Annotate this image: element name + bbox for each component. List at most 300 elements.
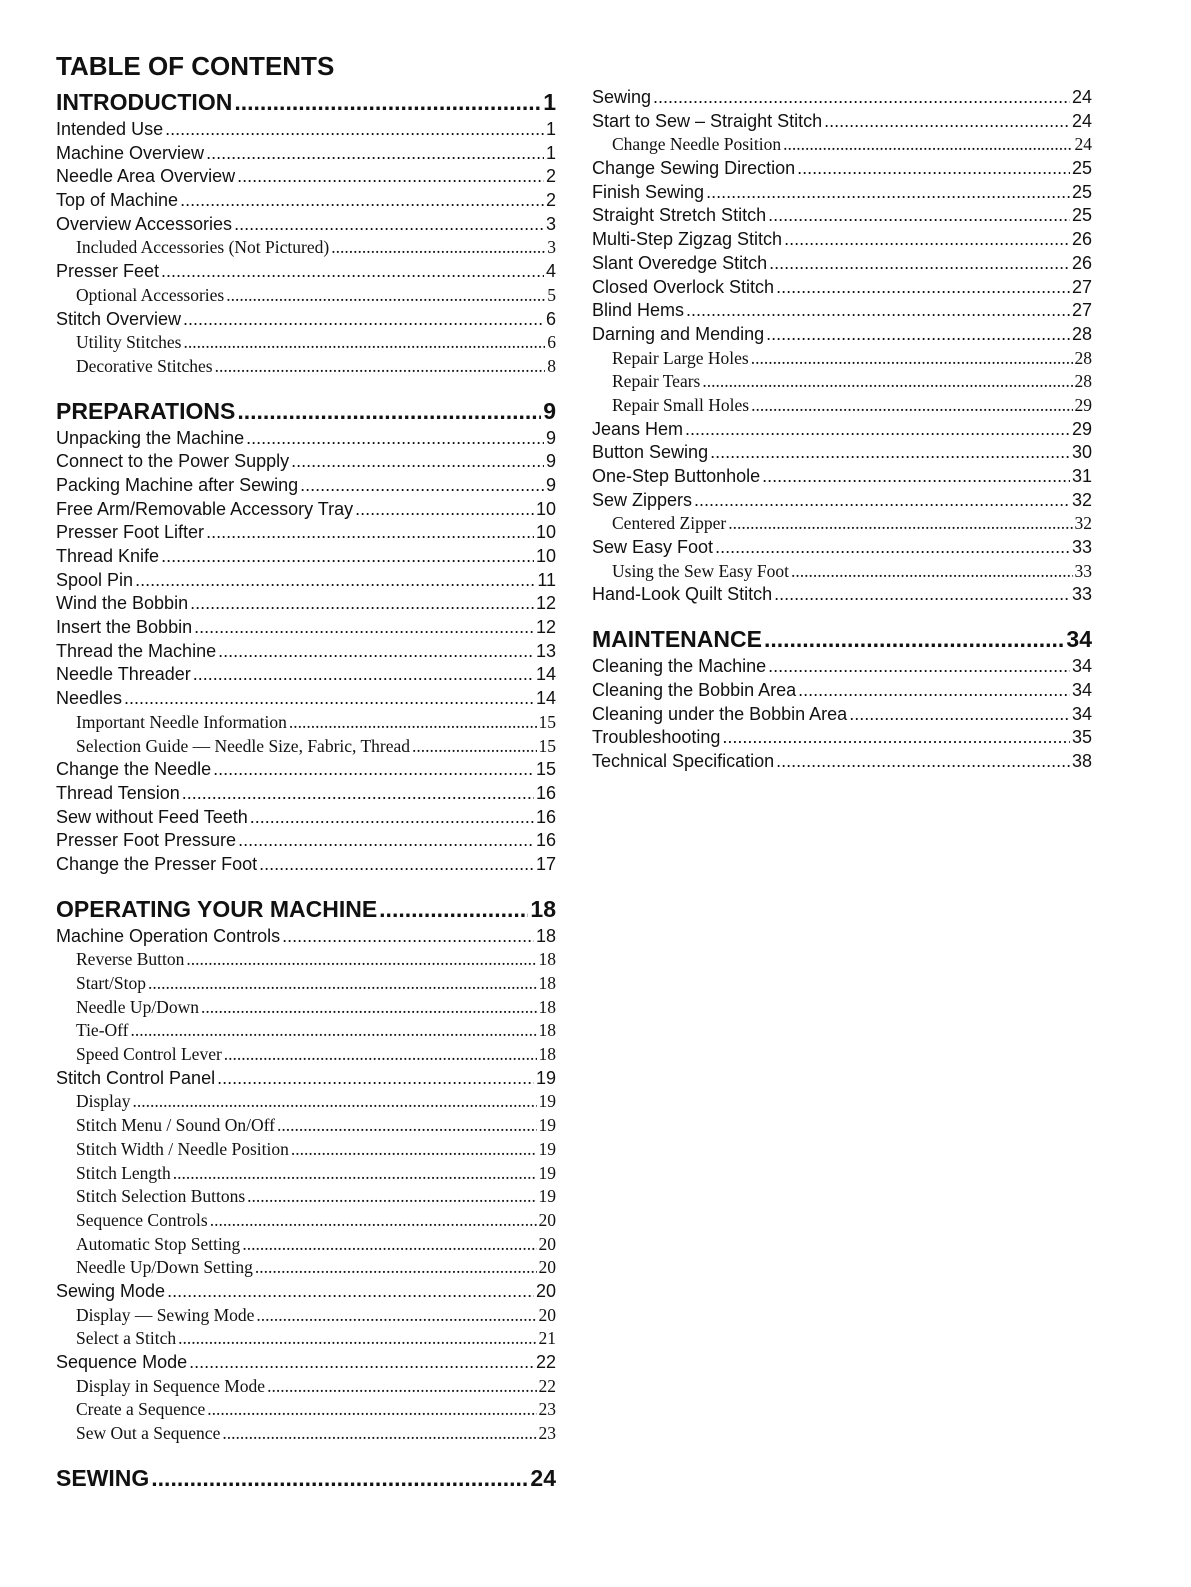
dot-leader bbox=[256, 1304, 536, 1328]
toc-entry-thread-tension[interactable] bbox=[56, 782, 556, 806]
toc-page-number: 28 bbox=[1074, 347, 1092, 368]
toc-entry-select-a-stitch[interactable] bbox=[56, 1327, 556, 1351]
toc-page-number: 20 bbox=[538, 1304, 556, 1325]
toc-entry-sew-easy-foot[interactable] bbox=[592, 536, 1092, 560]
toc-entry-technical-specification[interactable] bbox=[592, 750, 1092, 774]
toc-page-number: 18 bbox=[538, 1044, 556, 1065]
dot-leader bbox=[206, 142, 544, 166]
toc-entry-important-needle-information[interactable] bbox=[56, 711, 556, 735]
toc-entry-insert-the-bobbin[interactable] bbox=[56, 616, 556, 640]
toc-entry-label: Cleaning the Bobbin Area bbox=[592, 679, 797, 700]
toc-page-number: 28 bbox=[1071, 323, 1092, 344]
dot-leader bbox=[247, 1185, 536, 1209]
toc-entry-decorative-stitches[interactable] bbox=[56, 355, 556, 379]
toc-entry-label: Hand-Look Quilt Stitch bbox=[592, 584, 773, 605]
toc-entry-label: Needle Up/Down bbox=[76, 996, 199, 1017]
toc-entry-display-sewing-mode[interactable] bbox=[56, 1304, 556, 1328]
toc-page-number: 20 bbox=[538, 1257, 556, 1278]
toc-entry-sewing-mode[interactable] bbox=[56, 1280, 556, 1304]
toc-entry-spool-pin[interactable] bbox=[56, 569, 556, 593]
toc-entry-label: Presser Feet bbox=[56, 261, 160, 282]
toc-entry-label: Machine Operation Controls bbox=[56, 925, 281, 946]
dot-leader bbox=[849, 703, 1070, 727]
toc-entry-label: Thread the Machine bbox=[56, 640, 217, 661]
toc-page-number: 19 bbox=[538, 1091, 556, 1112]
toc-entry-label: Create a Sequence bbox=[76, 1399, 206, 1420]
toc-page-number: 15 bbox=[535, 759, 556, 780]
toc-page-number: 32 bbox=[1071, 489, 1092, 510]
toc-entry-multi-step-zigzag-stitch[interactable] bbox=[592, 228, 1092, 252]
toc-entry-label: Sew Easy Foot bbox=[592, 537, 714, 558]
toc-page-number: 14 bbox=[535, 688, 556, 709]
toc-section-maintenance bbox=[592, 623, 1092, 773]
toc-page-number: 33 bbox=[1071, 584, 1092, 605]
toc-entry-label: Automatic Stop Setting bbox=[76, 1233, 241, 1254]
toc-page-number: 18 bbox=[538, 973, 556, 993]
toc-entry-label: Needle Area Overview bbox=[56, 166, 236, 187]
dot-leader bbox=[797, 157, 1070, 181]
dot-leader bbox=[653, 86, 1070, 110]
toc-entry-display-in-sequence-mode[interactable] bbox=[56, 1375, 556, 1399]
toc-page-number: 15 bbox=[538, 735, 556, 756]
toc-entry-cleaning-the-bobbin-area[interactable] bbox=[592, 679, 1092, 703]
dot-leader bbox=[237, 395, 541, 427]
toc-entry-straight-stretch-stitch[interactable] bbox=[592, 204, 1092, 228]
dot-leader bbox=[201, 996, 537, 1020]
toc-entry-change-needle-position[interactable] bbox=[592, 133, 1092, 157]
dot-leader bbox=[206, 521, 534, 545]
dot-leader bbox=[250, 806, 534, 830]
toc-entry-presser-foot-lifter[interactable] bbox=[56, 521, 556, 545]
toc-entry-stitch-width-needle-position[interactable] bbox=[56, 1138, 556, 1162]
toc-entry-intended-use[interactable] bbox=[56, 118, 556, 142]
toc-section-operating-your-machine bbox=[56, 893, 556, 1446]
toc-page-number: 24 bbox=[1071, 110, 1092, 131]
toc-entry-label: Needles bbox=[56, 688, 123, 709]
toc-entry-change-sewing-direction[interactable] bbox=[592, 157, 1092, 181]
toc-entry-repair-small-holes[interactable] bbox=[592, 394, 1092, 418]
toc-entry-label: Included Accessories (Not Pictured) bbox=[76, 237, 330, 258]
toc-entry-label: Sew Zippers bbox=[592, 489, 693, 510]
dot-leader bbox=[798, 679, 1070, 703]
toc-page-number: 19 bbox=[538, 1162, 556, 1183]
dot-leader bbox=[218, 640, 534, 664]
dot-leader bbox=[234, 86, 541, 118]
toc-entry-sew-out-a-sequence[interactable] bbox=[56, 1422, 556, 1446]
toc-page-number: 2 bbox=[545, 166, 556, 187]
dot-leader bbox=[710, 441, 1070, 465]
toc-entry-label: Sequence Mode bbox=[56, 1352, 188, 1372]
toc-page-number: 33 bbox=[1071, 537, 1092, 558]
toc-entry-create-a-sequence[interactable] bbox=[56, 1398, 556, 1422]
toc-entry-blind-hems[interactable] bbox=[592, 299, 1092, 323]
toc-entry-jeans-hem[interactable] bbox=[592, 418, 1092, 442]
toc-page-number: 6 bbox=[547, 332, 556, 353]
toc-entry-label: Repair Small Holes bbox=[612, 394, 750, 415]
toc-entry-label: Repair Large Holes bbox=[612, 347, 749, 368]
toc-page-number: 16 bbox=[535, 806, 556, 827]
toc-entry-label: PREPARATIONS bbox=[56, 397, 236, 424]
dot-leader bbox=[207, 1398, 536, 1422]
toc-page-number: 27 bbox=[1071, 300, 1092, 321]
toc-entry-label: Change Sewing Direction bbox=[592, 158, 796, 179]
dot-leader bbox=[259, 853, 534, 877]
toc-page-number: 34 bbox=[1071, 703, 1092, 724]
dot-leader bbox=[784, 228, 1070, 252]
toc-entry-sequence-controls[interactable] bbox=[56, 1209, 556, 1233]
dot-leader bbox=[226, 284, 545, 308]
toc-page-number: 5 bbox=[547, 284, 556, 305]
dot-leader bbox=[685, 418, 1070, 442]
toc-entry-change-the-needle[interactable] bbox=[56, 758, 556, 782]
toc-entry-label: Jeans Hem bbox=[592, 418, 684, 439]
toc-entry-sew-without-feed-teeth[interactable] bbox=[56, 806, 556, 830]
toc-page-number: 25 bbox=[1071, 158, 1092, 179]
toc-entry-machine-overview[interactable] bbox=[56, 142, 556, 166]
toc-entry-label: Sew without Feed Teeth bbox=[56, 806, 248, 827]
toc-entry-label: Stitch Width / Needle Position bbox=[76, 1138, 289, 1159]
dot-leader bbox=[291, 450, 544, 474]
toc-entry-presser-foot-pressure[interactable] bbox=[56, 829, 556, 853]
toc-entry-stitch-length[interactable] bbox=[56, 1162, 556, 1186]
toc-entry-label: Unpacking the Machine bbox=[56, 427, 245, 448]
dot-leader bbox=[178, 1327, 536, 1351]
toc-section-heading-operating-your-machine[interactable] bbox=[56, 893, 556, 925]
toc-entry-stitch-menu-sound-on-off[interactable] bbox=[56, 1114, 556, 1138]
dot-leader bbox=[131, 1019, 537, 1043]
toc-entry-change-the-presser-foot[interactable] bbox=[56, 853, 556, 877]
toc-page-number: 24 bbox=[530, 1464, 556, 1491]
toc-entry-label: Darning and Mending bbox=[592, 323, 765, 344]
toc-entry-unpacking-the-machine[interactable] bbox=[56, 427, 556, 451]
toc-page-number: 22 bbox=[538, 1375, 556, 1396]
toc-page-number: 10 bbox=[535, 498, 556, 519]
dot-leader bbox=[238, 829, 534, 853]
dot-leader bbox=[751, 347, 1073, 371]
toc-entry-label: Start/Stop bbox=[76, 973, 147, 993]
toc-entry-label: Sequence Controls bbox=[76, 1209, 208, 1230]
toc-page-number: 28 bbox=[1074, 371, 1092, 392]
toc-entry-machine-operation-controls[interactable] bbox=[56, 925, 556, 949]
toc-page-number: 3 bbox=[547, 237, 556, 258]
toc-section-preparations bbox=[56, 395, 556, 877]
toc-page-number: 3 bbox=[545, 213, 556, 234]
toc-page-number: 4 bbox=[545, 261, 556, 282]
dot-leader bbox=[180, 189, 544, 213]
toc-entry-using-the-sew-easy-foot[interactable] bbox=[592, 560, 1092, 584]
toc-page-number: 10 bbox=[535, 546, 556, 566]
toc-page-number: 12 bbox=[535, 617, 556, 638]
toc-entry-label: Change the Needle bbox=[56, 759, 212, 780]
toc-entry-cleaning-under-the-bobbin-area[interactable] bbox=[592, 703, 1092, 727]
dot-leader bbox=[161, 260, 544, 284]
toc-page-number: 9 bbox=[545, 474, 556, 495]
dot-leader bbox=[193, 663, 534, 687]
toc-entry-label: Overview Accessories bbox=[56, 213, 233, 234]
dot-leader bbox=[282, 925, 534, 949]
toc-page-number: 25 bbox=[1071, 205, 1092, 226]
toc-entry-free-arm-removable-accessory-tray[interactable] bbox=[56, 498, 556, 522]
toc-page-number: 30 bbox=[1071, 442, 1092, 463]
toc-entry-label: Wind the Bobbin bbox=[56, 593, 189, 614]
toc-entry-slant-overedge-stitch[interactable] bbox=[592, 252, 1092, 276]
toc-page-number: 18 bbox=[538, 949, 556, 970]
toc-entry-repair-large-holes[interactable] bbox=[592, 347, 1092, 371]
toc-entry-wind-the-bobbin[interactable] bbox=[56, 592, 556, 616]
toc-entry-label: Stitch Overview bbox=[56, 308, 182, 329]
dot-leader bbox=[267, 1375, 536, 1399]
dot-leader bbox=[222, 1422, 536, 1446]
page-title: TABLE OF CONTENTS bbox=[56, 51, 335, 81]
toc-entry-label: Speed Control Lever bbox=[76, 1044, 222, 1065]
toc-entry-label: Sew Out a Sequence bbox=[76, 1423, 221, 1444]
toc-entry-label: Slant Overedge Stitch bbox=[592, 252, 768, 273]
toc-entry-sequence-mode[interactable] bbox=[56, 1351, 556, 1375]
dot-leader bbox=[124, 687, 534, 711]
toc-page-number: 26 bbox=[1071, 229, 1092, 250]
dot-leader bbox=[173, 1162, 537, 1186]
toc-entry-needle-threader[interactable] bbox=[56, 663, 556, 687]
toc-entry-troubleshooting[interactable] bbox=[592, 726, 1092, 750]
toc-entry-label: Using the Sew Easy Foot bbox=[612, 560, 789, 581]
toc-entry-start-stop[interactable] bbox=[56, 972, 556, 996]
dot-leader bbox=[751, 394, 1072, 418]
toc-entry-label: Selection Guide — Needle Size, Fabric, Thread bbox=[76, 735, 411, 756]
toc-entry-sew-zippers[interactable] bbox=[592, 489, 1092, 513]
toc-page-number: 35 bbox=[1071, 727, 1092, 748]
dot-leader bbox=[190, 592, 534, 616]
toc-entry-presser-feet[interactable] bbox=[56, 260, 556, 284]
toc-entry-utility-stitches[interactable] bbox=[56, 331, 556, 355]
toc-entry-button-sewing[interactable] bbox=[592, 441, 1092, 465]
toc-page-number: 18 bbox=[530, 895, 556, 922]
toc-entry-label: Technical Specification bbox=[592, 750, 775, 771]
toc-entry-label: OPERATING YOUR MACHINE bbox=[56, 895, 378, 922]
toc-entry-label: Free Arm/Removable Accessory Tray bbox=[56, 498, 354, 519]
toc-column-right bbox=[592, 86, 1092, 774]
toc-entry-label: Needle Up/Down Setting bbox=[76, 1257, 253, 1278]
toc-page-number: 24 bbox=[1071, 87, 1092, 107]
toc-page-number: 23 bbox=[538, 1423, 556, 1444]
toc-entry-start-to-sew-straight-stitch[interactable] bbox=[592, 110, 1092, 134]
toc-entry-label: Centered Zipper bbox=[612, 513, 727, 534]
toc-entry-tie-off[interactable] bbox=[56, 1019, 556, 1043]
toc-entry-label: Change Needle Position bbox=[612, 134, 782, 155]
toc-entry-closed-overlock-stitch[interactable] bbox=[592, 276, 1092, 300]
toc-page-number: 20 bbox=[538, 1209, 556, 1230]
toc-section-heading-maintenance[interactable] bbox=[592, 623, 1092, 655]
dot-leader bbox=[715, 536, 1070, 560]
toc-page-number: 33 bbox=[1074, 560, 1092, 581]
toc-page-number: 13 bbox=[535, 640, 556, 661]
toc-page-number: 22 bbox=[535, 1352, 556, 1372]
toc-entry-label: Reverse Button bbox=[76, 949, 185, 970]
dot-leader bbox=[132, 1090, 536, 1114]
toc-page-number: 25 bbox=[1071, 181, 1092, 202]
dot-leader bbox=[768, 204, 1070, 228]
toc-entry-label: Display bbox=[76, 1091, 131, 1112]
toc-entry-finish-sewing[interactable] bbox=[592, 181, 1092, 205]
toc-entry-optional-accessories[interactable] bbox=[56, 284, 556, 308]
toc-page-number: 20 bbox=[538, 1233, 556, 1254]
dot-leader bbox=[783, 133, 1072, 157]
toc-page-number: 20 bbox=[535, 1280, 556, 1301]
toc-page-number: 31 bbox=[1071, 466, 1092, 486]
dot-leader bbox=[291, 1138, 537, 1162]
toc-entry-label: INTRODUCTION bbox=[56, 89, 233, 115]
toc-entry-reverse-button[interactable] bbox=[56, 948, 556, 972]
toc-entry-label: Change the Presser Foot bbox=[56, 853, 258, 874]
toc-page-number: 24 bbox=[1074, 134, 1092, 155]
toc-page-number: 16 bbox=[535, 830, 556, 851]
toc-entry-label: Utility Stitches bbox=[76, 332, 182, 353]
toc-entry-automatic-stop-setting[interactable] bbox=[56, 1233, 556, 1257]
dot-leader bbox=[189, 1351, 534, 1375]
dot-leader bbox=[379, 893, 528, 925]
dot-leader bbox=[255, 1256, 537, 1280]
toc-entry-repair-tears[interactable] bbox=[592, 370, 1092, 394]
toc-entry-label: Spool Pin bbox=[56, 569, 134, 590]
toc-page-number: 8 bbox=[547, 355, 556, 376]
toc-entry-label: Multi-Step Zigzag Stitch bbox=[592, 229, 783, 250]
toc-entry-label: Blind Hems bbox=[592, 300, 685, 321]
toc-entry-thread-knife[interactable] bbox=[56, 545, 556, 569]
toc-entry-label: Intended Use bbox=[56, 119, 164, 139]
toc-section-heading-introduction[interactable] bbox=[56, 86, 556, 118]
dot-leader bbox=[194, 616, 534, 640]
dot-leader bbox=[151, 1462, 528, 1494]
toc-entry-stitch-selection-buttons[interactable] bbox=[56, 1185, 556, 1209]
toc-entry-included-accessories-not-pictured[interactable] bbox=[56, 236, 556, 260]
toc-entry-label: SEWING bbox=[56, 1464, 150, 1491]
dot-leader bbox=[289, 711, 537, 735]
toc-entry-label: Finish Sewing bbox=[592, 181, 705, 202]
toc-section-heading-sewing[interactable] bbox=[56, 1462, 556, 1494]
toc-entry-label: Straight Stretch Stitch bbox=[592, 205, 767, 226]
dot-leader bbox=[694, 489, 1070, 513]
toc-entry-label: Troubleshooting bbox=[592, 727, 721, 748]
dot-leader bbox=[331, 236, 545, 260]
toc-entry-selection-guide-needle-size-fabric-thread[interactable] bbox=[56, 735, 556, 759]
toc-entry-one-step-buttonhole[interactable] bbox=[592, 465, 1092, 489]
toc-entry-label: Cleaning under the Bobbin Area bbox=[592, 703, 848, 724]
toc-entry-overview-accessories[interactable] bbox=[56, 213, 556, 237]
dot-leader bbox=[686, 299, 1070, 323]
toc-page-number: 1 bbox=[545, 142, 556, 163]
toc-entry-label: Machine Overview bbox=[56, 142, 205, 163]
toc-entry-label: Display in Sequence Mode bbox=[76, 1375, 266, 1396]
toc-page-number: 16 bbox=[535, 782, 556, 803]
toc-page-number: 38 bbox=[1071, 750, 1092, 771]
toc-entry-centered-zipper[interactable] bbox=[592, 512, 1092, 536]
toc-section-heading-preparations[interactable] bbox=[56, 395, 556, 427]
toc-entry-thread-the-machine[interactable] bbox=[56, 640, 556, 664]
toc-page-number: 26 bbox=[1071, 252, 1092, 273]
dot-leader bbox=[791, 560, 1073, 584]
dot-leader bbox=[183, 308, 544, 332]
dot-leader bbox=[135, 569, 535, 593]
toc-entry-stitch-overview[interactable] bbox=[56, 308, 556, 332]
dot-leader bbox=[706, 181, 1070, 205]
toc-page-number: 9 bbox=[543, 397, 556, 424]
toc-entry-label: Packing Machine after Sewing bbox=[56, 474, 299, 495]
toc-page-number: 11 bbox=[537, 569, 556, 590]
toc-page-number: 29 bbox=[1071, 418, 1092, 439]
toc-entry-label: Top of Machine bbox=[56, 190, 179, 211]
toc-entry-label: Select a Stitch bbox=[76, 1328, 177, 1349]
toc-entry-label: Stitch Length bbox=[76, 1162, 171, 1183]
toc-page-number: 2 bbox=[545, 190, 556, 211]
toc-page-number: 18 bbox=[538, 1020, 556, 1041]
toc-page-number: 19 bbox=[538, 1115, 556, 1136]
toc-entry-label: Presser Foot Pressure bbox=[56, 830, 237, 851]
dot-leader bbox=[242, 1233, 536, 1257]
toc-page-number: 21 bbox=[538, 1328, 556, 1349]
dot-leader bbox=[234, 213, 544, 237]
toc-entry-hand-look-quilt-stitch[interactable] bbox=[592, 583, 1092, 607]
dot-leader bbox=[148, 972, 536, 996]
dot-leader bbox=[769, 252, 1070, 276]
toc-entry-connect-to-the-power-supply[interactable] bbox=[56, 450, 556, 474]
toc-entry-label: Insert the Bobbin bbox=[56, 617, 193, 638]
dot-leader bbox=[722, 726, 1070, 750]
toc-entry-label: Presser Foot Lifter bbox=[56, 522, 205, 543]
toc-entry-label: Stitch Selection Buttons bbox=[76, 1186, 246, 1207]
toc-entry-label: Thread Knife bbox=[56, 546, 160, 566]
toc-entry-packing-machine-after-sewing[interactable] bbox=[56, 474, 556, 498]
toc-entry-darning-and-mending[interactable] bbox=[592, 323, 1092, 347]
toc-page-number: 12 bbox=[535, 593, 556, 614]
toc-entry-top-of-machine[interactable] bbox=[56, 189, 556, 213]
toc-entry-label: Stitch Menu / Sound On/Off bbox=[76, 1115, 275, 1136]
toc-entry-label: Sewing Mode bbox=[56, 1280, 166, 1301]
toc-entry-sewing[interactable] bbox=[592, 86, 1092, 110]
dot-leader bbox=[300, 474, 544, 498]
toc-entry-needle-area-overview[interactable] bbox=[56, 165, 556, 189]
dot-leader bbox=[213, 758, 534, 782]
toc-page-number: 6 bbox=[545, 308, 556, 329]
dot-leader bbox=[355, 498, 534, 522]
dot-leader bbox=[776, 276, 1070, 300]
toc-page-number: 15 bbox=[538, 711, 556, 732]
toc-page-number: 9 bbox=[545, 451, 556, 472]
toc-page-number: 19 bbox=[535, 1067, 556, 1088]
dot-leader bbox=[184, 331, 546, 355]
toc-entry-needle-up-down-setting[interactable] bbox=[56, 1256, 556, 1280]
toc-entry-cleaning-the-machine[interactable] bbox=[592, 655, 1092, 679]
toc-entry-label: Optional Accessories bbox=[76, 284, 225, 305]
toc-entry-needle-up-down[interactable] bbox=[56, 996, 556, 1020]
toc-page-number: 23 bbox=[538, 1399, 556, 1420]
toc-entry-label: Button Sewing bbox=[592, 442, 709, 463]
dot-leader bbox=[186, 948, 536, 972]
toc-entry-needles[interactable] bbox=[56, 687, 556, 711]
toc-page-number: 34 bbox=[1071, 679, 1092, 700]
toc-entry-stitch-control-panel[interactable] bbox=[56, 1067, 556, 1091]
toc-entry-display[interactable] bbox=[56, 1090, 556, 1114]
toc-entry-label: Display — Sewing Mode bbox=[76, 1304, 255, 1325]
toc-entry-label: Stitch Control Panel bbox=[56, 1067, 216, 1088]
toc-page-number: 18 bbox=[538, 996, 556, 1017]
toc-entry-label: Repair Tears bbox=[612, 371, 701, 392]
dot-leader bbox=[766, 323, 1070, 347]
dot-leader bbox=[215, 355, 546, 379]
toc-entry-label: Connect to the Power Supply bbox=[56, 451, 290, 472]
toc-entry-speed-control-lever[interactable] bbox=[56, 1043, 556, 1067]
dot-leader bbox=[702, 370, 1072, 394]
toc-column-left bbox=[56, 86, 556, 1494]
toc-entry-label: Tie-Off bbox=[76, 1020, 129, 1041]
